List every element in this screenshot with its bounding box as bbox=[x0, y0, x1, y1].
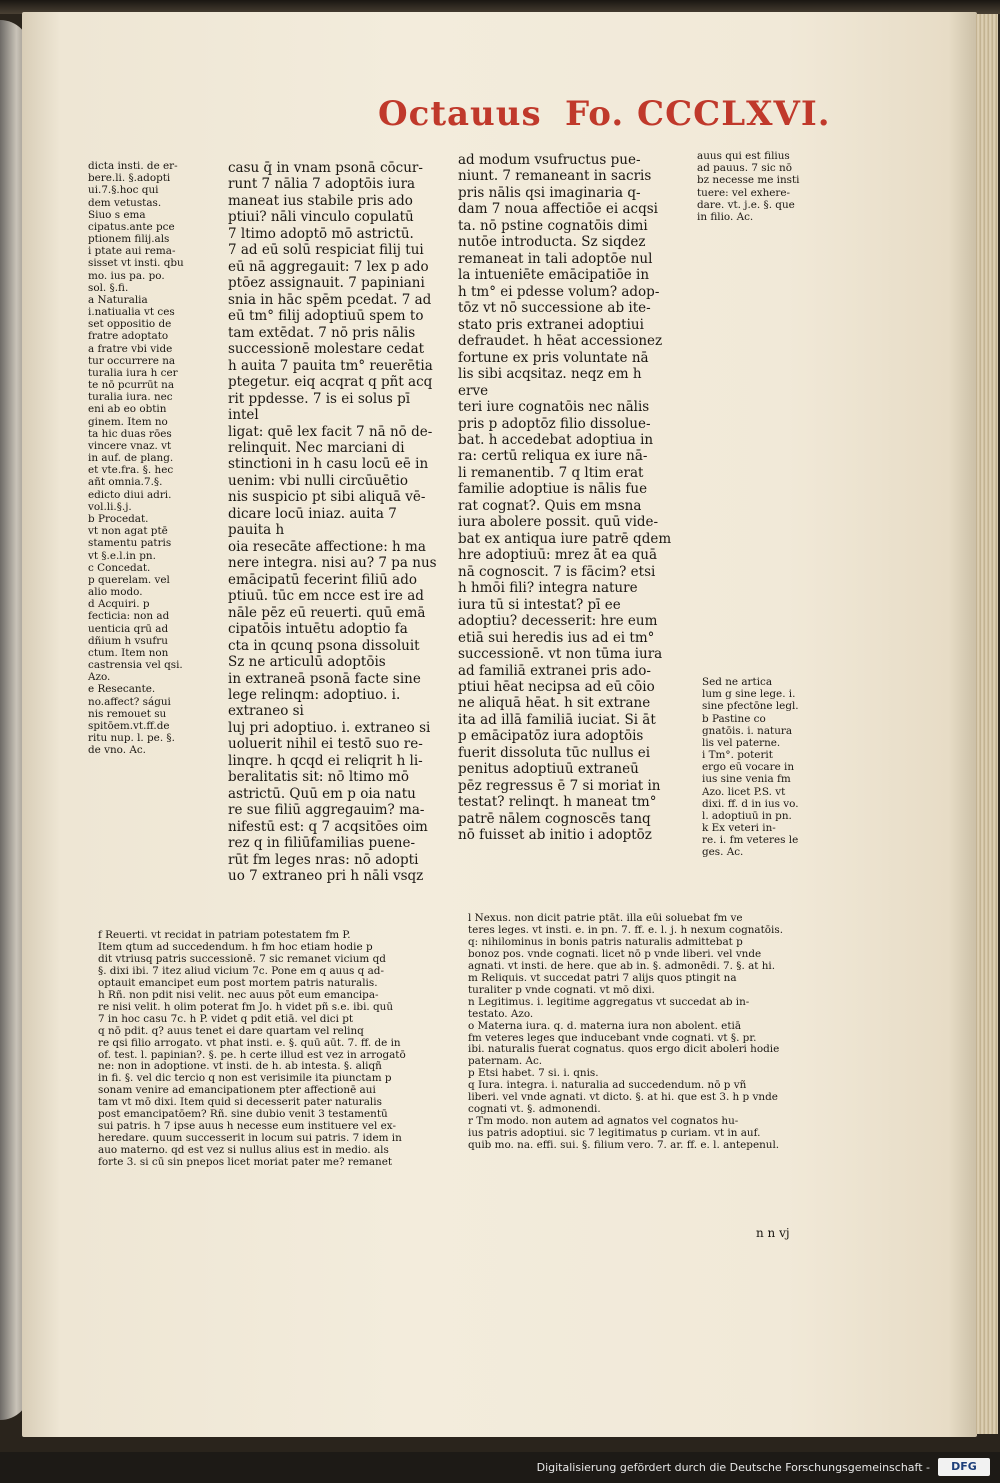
text-line: i ptate aui rema- bbox=[88, 245, 176, 258]
text-line: vt non agat ptē bbox=[88, 525, 168, 538]
text-line: stamentu patris bbox=[88, 537, 172, 550]
text-line: turalia iura h cer bbox=[88, 366, 178, 379]
text-line: ta hic duas rōes bbox=[88, 427, 172, 440]
text-line: auo materno. qd est vez si nullus alius est in medio. als bbox=[98, 1144, 389, 1157]
text-line: sonam venire ad emancipationem pter affectionē aui bbox=[98, 1084, 376, 1097]
text-line: n Legitimus. i. legitime aggregatus vt succedat ab in- bbox=[468, 995, 750, 1008]
text-line: uoluerit nihil ei testō suo re- bbox=[228, 736, 423, 753]
text-line: eni ab eo obtin bbox=[88, 403, 167, 416]
text-line: ra: certū reliqua ex iure nā- bbox=[458, 448, 648, 465]
text-line: a Naturalia bbox=[88, 293, 148, 306]
text-line: d Acquiri. p bbox=[88, 598, 150, 611]
text-line: dit vtriusq patris successionē. 7 sic remanet vicium qd bbox=[98, 952, 386, 965]
text-line: rit ppdesse. 7 is ei solus pī intel bbox=[228, 390, 411, 424]
text-line: ius sine venia fm bbox=[702, 773, 791, 786]
text-line: 7 ltimo adoptō mō astrictū. bbox=[228, 225, 414, 242]
text-line: bere.li. §.adopti bbox=[88, 172, 171, 185]
text-line: fuerit dissoluta tūc nullus ei bbox=[458, 744, 651, 761]
gloss-column-right-lower bbox=[702, 676, 822, 859]
text-line: ergo eū vocare in bbox=[702, 761, 795, 774]
text-line: rūt fm leges nras: nō adopti bbox=[228, 851, 419, 868]
text-line: fecticia: non ad bbox=[88, 610, 170, 623]
main-text-column-2 bbox=[458, 152, 673, 844]
gloss-column-right-top bbox=[697, 150, 817, 223]
text-line: m Reliquis. vt succedat patri 7 alijs quos ptingit na bbox=[468, 971, 737, 984]
text-line: ne: non in adoptione. vt insti. de h. ab intesta. §. aliqñ bbox=[98, 1060, 382, 1073]
text-line: ius patris adoptiui. sic 7 legitimatus p curiam. vt in auf. bbox=[468, 1127, 761, 1140]
text-line: remaneat in tali adoptōe nul bbox=[458, 250, 653, 267]
text-line: casu q̄ in vnam psonā cōcur- bbox=[228, 160, 423, 176]
text-line: rat cognat?. Quis em msna bbox=[458, 497, 642, 514]
text-line: dam 7 noua affectiōe ei acqsi bbox=[458, 201, 658, 218]
text-line: ne aliquā hēat. h sit extrane bbox=[458, 695, 651, 712]
text-line: dixi. ff. d in ius vo. bbox=[702, 797, 799, 810]
text-line: h hmōi fili? integra nature bbox=[458, 580, 638, 597]
text-line: ad modum vsufructus pue- bbox=[458, 152, 641, 168]
text-line: re qsi filio arrogato. vt phat insti. e. §. quū aūt. 7. ff. de in bbox=[98, 1036, 401, 1049]
signature-mark: n n vj bbox=[756, 1226, 790, 1240]
text-line: etiā sui heredis ius ad ei tm° bbox=[458, 629, 655, 646]
text-line: testato. Azo. bbox=[468, 1007, 534, 1020]
text-line: sol. §.fi. bbox=[88, 281, 129, 294]
text-line: familie adoptiue is nālis fue bbox=[458, 481, 648, 498]
text-line: l. adoptiuū in pn. bbox=[702, 809, 792, 822]
running-head-book: Octauus bbox=[378, 94, 542, 134]
text-line: bonoz pos. vnde cognati. licet nō p vnde liberi. vel vnde bbox=[468, 947, 762, 960]
text-line: turalia iura. nec bbox=[88, 391, 173, 404]
text-line: patrē nālem cognoscēs tanq bbox=[458, 810, 651, 827]
text-line: lis sibi acqsitaz. neqz em h erve bbox=[458, 366, 642, 399]
gloss-bottom-left bbox=[98, 930, 443, 1169]
text-line: lege relinqm: adoptiuo. i. extraneo si bbox=[228, 687, 401, 720]
text-line: teri iure cognatōis nec nālis bbox=[458, 399, 650, 416]
text-line: vincere vnaz. vt bbox=[88, 439, 172, 452]
text-line: o Materna iura. q. d. materna iura non abolent. etiā bbox=[468, 1019, 742, 1032]
text-line: of. test. l. papinian?. §. pe. h certe illud est vez in arrogatō bbox=[98, 1048, 406, 1061]
text-line: h Rñ. non pdit nisi velit. nec auus pōt eum emancipa- bbox=[98, 988, 379, 1001]
text-line: sine pfectōne legl. bbox=[702, 700, 799, 713]
text-line: ptiuū. tūc em ncce est ire ad bbox=[228, 588, 424, 605]
text-line: bat. h accedebat adoptiua in bbox=[458, 431, 654, 448]
text-line: in fi. §. vel dic tercio q non est verisimile ita piunctam p bbox=[98, 1072, 392, 1085]
text-line: ctum. Item non bbox=[88, 646, 169, 659]
text-line: Siuo s ema bbox=[88, 208, 146, 221]
text-line: pris nālis qsi imaginaria q- bbox=[458, 184, 641, 201]
text-line: p querelam. vel bbox=[88, 573, 170, 586]
text-line: uenim: vbi nulli circūuētio bbox=[228, 472, 408, 489]
text-line: tōz vt nō successione ab ite- bbox=[458, 300, 651, 317]
text-line: cognati vt. §. admonendi. bbox=[468, 1103, 601, 1116]
text-line: re sue filiū aggregauim? ma- bbox=[228, 802, 425, 819]
text-line: snia in hāc spēm pcedat. 7 ad bbox=[228, 291, 432, 308]
text-line: et vte.fra. §. hec bbox=[88, 464, 174, 477]
text-line: ptiui hēat necipsa ad eū cōio bbox=[458, 679, 655, 695]
page-stack-edge bbox=[976, 14, 998, 1434]
text-line: linqre. h qcqd ei reliqrit h li- bbox=[228, 752, 423, 769]
text-line: eū tm° filij adoptiuū spem to bbox=[228, 308, 424, 325]
text-line: sisset vt insti. qbu bbox=[88, 257, 184, 270]
text-line: a fratre vbi vide bbox=[88, 342, 173, 355]
main-text-column-1 bbox=[228, 160, 443, 885]
text-line: dñium h vsufru bbox=[88, 634, 168, 647]
text-line: turaliter p vnde cognati. vt mō dixi. bbox=[468, 983, 655, 996]
text-line: l Nexus. non dicit patrie ptāt. illa eūi soluebat fm ve bbox=[468, 912, 743, 924]
text-line: Sed ne artica bbox=[702, 676, 773, 688]
text-line: nō fuisset ab initio i adoptōz bbox=[458, 827, 652, 844]
text-line: dicta insti. de er- bbox=[88, 160, 178, 172]
text-line: dem vetustas. bbox=[88, 196, 162, 209]
text-line: Azo. bbox=[88, 671, 111, 684]
text-line: Item qtum ad succedendum. h fm hoc etiam hodie p bbox=[98, 940, 373, 953]
text-line: adoptiu? decesserit: hre eum bbox=[458, 613, 658, 630]
text-line: fortune ex pris voluntate nā bbox=[458, 349, 649, 366]
text-line: ad pauus. 7 sic nō bbox=[697, 162, 792, 175]
text-line: c Concedat. bbox=[88, 561, 151, 574]
text-line: p Etsi habet. 7 si. i. qnis. bbox=[468, 1067, 599, 1080]
text-line: tam vt mō dixi. Item quid si decesserit pater naturalis bbox=[98, 1096, 382, 1109]
text-line: in extraneā psonā facte sine bbox=[228, 670, 421, 687]
text-line: stinctioni in h casu locū eē in bbox=[228, 456, 429, 473]
text-line: in auf. de plang. bbox=[88, 452, 174, 465]
text-line: fm veteres leges que inducebant vnde cognati. vt §. pr. bbox=[468, 1031, 757, 1044]
text-line: alio modo. bbox=[88, 586, 143, 599]
text-line: ptiui? nāli vinculo copulatū bbox=[228, 209, 414, 226]
text-line: iura abolere possit. quū vide- bbox=[458, 514, 659, 531]
footer-credit: Digitalisierung gefördert durch die Deutsche Forschungsgemeinschaft - bbox=[536, 1461, 930, 1474]
text-line: oia resecāte affectione: h ma bbox=[228, 538, 426, 555]
text-line: de vno. Ac. bbox=[88, 744, 146, 757]
text-line: e Resecante. bbox=[88, 683, 156, 696]
text-line: te nō pcurrūt na bbox=[88, 379, 175, 392]
text-line: nis suspicio pt sibi aliquā vē- bbox=[228, 489, 426, 506]
text-line: ritu nup. l. pe. §. bbox=[88, 732, 175, 745]
footer-bar bbox=[0, 1452, 1000, 1483]
text-line: b Procedat. bbox=[88, 512, 149, 525]
dfg-logo: DFG bbox=[938, 1458, 990, 1476]
text-line: astrictū. Quū em p oia natu bbox=[228, 785, 416, 802]
text-line: vt §.e.l.in pn. bbox=[88, 549, 156, 562]
text-line: Sz ne articulū adoptōis bbox=[228, 654, 386, 671]
text-line: nā cognoscit. 7 is fācim? etsi bbox=[458, 563, 656, 580]
text-line: nāle pēz eū reuerti. quū emā bbox=[228, 604, 426, 621]
text-line: nifestū est: q 7 acqsitōes oim bbox=[228, 818, 428, 835]
text-line: pēz regressus ē 7 si moriat in bbox=[458, 777, 661, 794]
text-line: ibi. naturalis fuerat cognatus. quos ergo dicit aboleri hodie bbox=[468, 1043, 780, 1056]
text-line: q nō pdit. q? auus tenet ei dare quartam vel relinq bbox=[98, 1024, 364, 1037]
text-line: Azo. licet P.S. vt bbox=[702, 785, 786, 798]
text-line: i Tm°. poterit bbox=[702, 749, 773, 762]
text-line: b Pastine co bbox=[702, 712, 766, 725]
text-line: stato pris extranei adoptiui bbox=[458, 316, 644, 333]
text-line: ita ad illā familiā iuciat. Si āt bbox=[458, 711, 656, 728]
text-line: niunt. 7 remaneant in sacris bbox=[458, 168, 652, 185]
text-line: defraudet. h hēat accessionez bbox=[458, 333, 663, 350]
text-line: paternam. Ac. bbox=[468, 1055, 543, 1068]
text-line: fratre adoptato bbox=[88, 330, 169, 343]
text-line: luj pri adoptiuo. i. extraneo si bbox=[228, 719, 431, 736]
text-line: castrensia vel qsi. bbox=[88, 659, 183, 672]
text-line: ligat: quē lex facit 7 nā nō de- bbox=[228, 423, 433, 440]
text-line: re nisi velit. h olim poterat fm Jo. h videt pñ s.e. ibi. quū bbox=[98, 1000, 394, 1013]
text-line: uo 7 extraneo pri h nāli vsqz bbox=[228, 868, 424, 885]
text-line: bz necesse me insti bbox=[697, 174, 800, 187]
text-line: relinquit. Nec marciani di bbox=[228, 439, 405, 456]
text-line: dicare locū iniaz. auita 7 pauita h bbox=[228, 505, 397, 539]
text-line: r Tm modo. non autem ad agnatos vel cognatos hu- bbox=[468, 1115, 739, 1128]
text-line: k Ex veteri in- bbox=[702, 822, 776, 835]
text-line: h auita 7 pauita tm° reuerētia bbox=[228, 357, 433, 374]
text-line: añt omnia.7.§. bbox=[88, 476, 163, 489]
text-line: penitus adoptiuū extraneū bbox=[458, 761, 639, 778]
text-line: 7 ad eū solū respiciat filij tui bbox=[228, 242, 424, 259]
text-line: lis vel paterne. bbox=[702, 736, 781, 749]
text-line: no.affect? ságui bbox=[88, 695, 171, 708]
text-line: p emācipatōz iura adoptōis bbox=[458, 728, 644, 745]
text-line: ui.7.§.hoc qui bbox=[88, 184, 159, 197]
text-line: set oppositio de bbox=[88, 318, 172, 331]
text-line: maneat ius stabile pris ado bbox=[228, 192, 413, 209]
text-line: §. dixi ibi. 7 itez aliud vicium 7c. Pone em q auus q ad- bbox=[98, 964, 384, 977]
text-line: optauit emancipet eum post mortem patris naturalis. bbox=[98, 976, 378, 989]
text-line: agnati. vt insti. de here. que ab in. §. admonēdi. 7. §. at hi. bbox=[468, 959, 776, 972]
text-line: f Reuerti. vt recidat in patriam potestatem fm P. bbox=[98, 929, 351, 941]
text-line: successionē molestare cedat bbox=[228, 341, 425, 358]
text-line: edicto diui adri. bbox=[88, 488, 172, 501]
text-line: nere integra. nisi au? 7 pa nus bbox=[228, 555, 437, 572]
text-line: runt 7 nālia 7 adoptōis iura bbox=[228, 176, 416, 193]
text-line: tur occurrere na bbox=[88, 354, 176, 367]
text-line: lum g sine lege. i. bbox=[702, 688, 796, 701]
text-line: eū nā aggregauit: 7 lex p ado bbox=[228, 258, 429, 275]
text-line: ptōez assignauit. 7 papiniani bbox=[228, 275, 425, 292]
text-line: ptionem filij.als bbox=[88, 233, 170, 246]
text-line: nutōe introducta. Sz siqdez bbox=[458, 234, 646, 251]
text-line: ptegetur. eiq acqrat q pñt acq bbox=[228, 374, 433, 391]
text-line: uenticia qrū ad bbox=[88, 622, 169, 635]
text-line: pris p adoptōz filio dissolue- bbox=[458, 415, 651, 432]
text-line: la intueniēte emācipatiōe in bbox=[458, 267, 650, 284]
text-line: tuere: vel exhere- bbox=[697, 186, 791, 199]
text-line: iura tū si intestat? pī ee bbox=[458, 596, 621, 613]
text-line: testat? relinqt. h maneat tm° bbox=[458, 794, 657, 811]
text-line: ges. Ac. bbox=[702, 846, 744, 859]
text-line: q Iura. integra. i. naturalia ad succedendum. nō p vñ bbox=[468, 1079, 747, 1092]
text-line: spitōem.vt.ff.de bbox=[88, 719, 170, 732]
text-line: h tm° ei pdesse volum? adop- bbox=[458, 283, 660, 300]
text-line: quib mo. na. effi. sui. §. filium vero. 7. ar. ff. e. l. antepenul. bbox=[468, 1139, 780, 1152]
text-line: auus qui est filius bbox=[697, 150, 790, 162]
text-line: rez q in filiūfamilias puene- bbox=[228, 835, 416, 852]
text-line: li remanentib. 7 q ltim erat bbox=[458, 464, 644, 481]
text-line: bat ex antiqua iure patrē qdem bbox=[458, 530, 672, 547]
text-line: mo. ius pa. po. bbox=[88, 269, 165, 282]
text-line: successionē. vt non tūma iura bbox=[458, 646, 663, 663]
text-line: in filio. Ac. bbox=[697, 210, 754, 223]
text-line: re. i. fm veteres le bbox=[702, 834, 799, 847]
text-line: hre adoptiuū: mrez āt ea quā bbox=[458, 547, 657, 564]
text-line: tam extēdat. 7 nō pris nālis bbox=[228, 324, 416, 341]
text-line: sui patris. h 7 ipse auus h necesse eum instituere vel ex- bbox=[98, 1120, 396, 1133]
text-line: gnatōis. i. natura bbox=[702, 724, 793, 737]
gloss-column-left bbox=[88, 160, 208, 756]
text-line: emācipatū fecerint filiū ado bbox=[228, 571, 417, 588]
text-line: beralitatis sit: nō ltimo mō bbox=[228, 769, 410, 786]
text-line: ta. nō pstine cognatōis dimi bbox=[458, 217, 648, 234]
text-line: post emancipatōem? Rñ. sine dubio venit 3 testamentū bbox=[98, 1108, 388, 1121]
text-line: liberi. vel vnde agnati. vt dicto. §. at hi. que est 3. h p vnde bbox=[468, 1091, 778, 1104]
text-line: ad familiā extranei pris ado- bbox=[458, 662, 651, 679]
text-line: i.natiualia vt ces bbox=[88, 306, 175, 319]
text-line: forte 3. si cū sin pnepos licet moriat pater me? remanet bbox=[98, 1156, 393, 1169]
text-line: heredare. quum successerit in locum sui patris. 7 idem in bbox=[98, 1132, 402, 1145]
text-line: vol.li.§.j. bbox=[88, 500, 132, 513]
text-line: cipatus.ante pce bbox=[88, 220, 175, 233]
text-line: cipatōis intuētu adoptio fa bbox=[228, 621, 408, 638]
text-line: q: nihilominus in bonis patris naturalis admittebat p bbox=[468, 935, 743, 948]
text-line: teres leges. vt insti. e. in pn. 7. ff. e. l. j. h nexum cognatōis. bbox=[468, 923, 784, 936]
folio-number: Fo. CCCLXVI. bbox=[565, 94, 831, 134]
text-line: ginem. Item no bbox=[88, 415, 168, 428]
text-line: cta in qcunq psona dissoluit bbox=[228, 637, 420, 654]
text-line: 7 in hoc casu 7c. h P. videt q pdit etiā. vel dici pt bbox=[98, 1012, 354, 1025]
text-line: nis remouet su bbox=[88, 707, 167, 720]
text-line: dare. vt. j.e. §. que bbox=[697, 198, 795, 211]
gloss-bottom-right bbox=[468, 913, 825, 1152]
